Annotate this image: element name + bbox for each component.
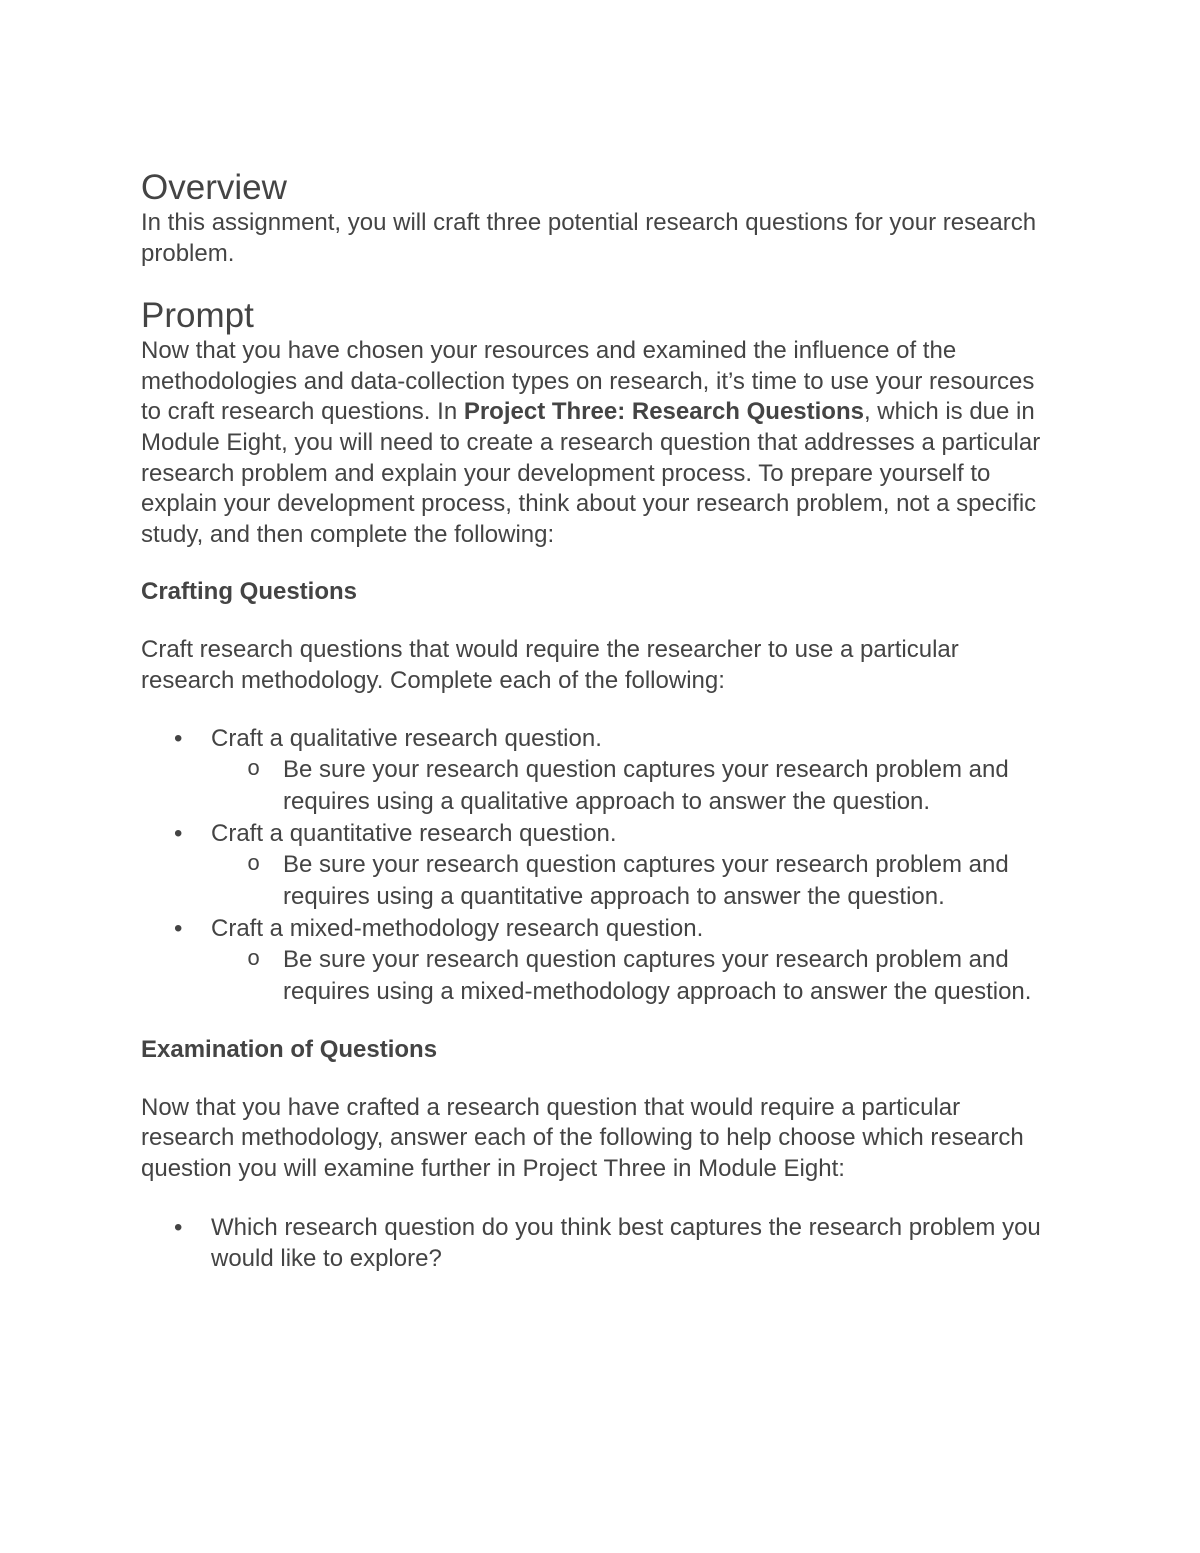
bullet-icon: •: [174, 725, 183, 753]
sub-list: [211, 849, 1056, 913]
list-item: [141, 723, 1056, 818]
sub-list-item: [211, 849, 1056, 913]
prompt-heading: Prompt: [141, 296, 254, 336]
sub-list: [211, 944, 1056, 1008]
prompt-text-after: , which is due in Module Eight, you will need to create a research question that addresses a particular research problem and explain your development process. To prepare yourself to explain your development process, think about your research problem, not a specific study, and then complete the following:: [141, 398, 1041, 548]
document-page: [141, 168, 1056, 1274]
examination-heading: Examination of Questions: [141, 1036, 438, 1064]
circle-bullet-icon: o: [247, 852, 261, 878]
circle-bullet-icon: o: [247, 947, 261, 973]
prompt-text-before: Now that you have chosen your resources and examined the influence of the methodologies and data-collection types on research, it’s time to use your resources to craft research questions. In: [141, 337, 1035, 426]
circle-bullet-icon: o: [247, 757, 261, 783]
sub-list-item: [211, 754, 1056, 818]
sub-list: [211, 754, 1056, 818]
prompt-project-title: Project Three: Research Questions: [463, 398, 864, 426]
list-item: [141, 1212, 1056, 1274]
sub-list-item-text: Be sure your research question captures your research problem and requires using a mixed-methodology approach to answer the question.: [283, 946, 1032, 1006]
prompt-text: [141, 336, 1056, 550]
crafting-list: [141, 723, 1056, 1008]
overview-heading: Overview: [141, 168, 287, 207]
list-item: [141, 818, 1056, 913]
sub-list-item-text: Be sure your research question captures your research problem and requires using a quantitative approach to answer the question.: [283, 851, 1009, 911]
list-item: [141, 913, 1056, 1008]
bullet-icon: •: [174, 820, 183, 848]
overview-text: In this assignment, you will craft three potential research questions for your research problem.: [141, 209, 1037, 267]
examination-intro: Now that you have crafted a research question that would require a particular research methodology, answer each of the following to help choose which research question you will examine further in Project Three in Module Eight:: [141, 1093, 1024, 1182]
bullet-icon: •: [174, 1213, 183, 1241]
list-item-label: Craft a qualitative research question.: [211, 725, 602, 753]
list-item-label: Craft a mixed-methodology research question.: [211, 915, 704, 943]
list-item-label: Which research question do you think best captures the research problem you would like to explore?: [211, 1213, 1041, 1272]
examination-list: [141, 1212, 1056, 1274]
list-item-label: Craft a quantitative research question.: [211, 820, 617, 848]
bullet-icon: •: [174, 915, 183, 943]
sub-list-item: [211, 944, 1056, 1008]
sub-list-item-text: Be sure your research question captures your research problem and requires using a qualitative approach to answer the question.: [283, 756, 1009, 816]
crafting-intro: Craft research questions that would require the researcher to use a particular research methodology. Complete each of the following:: [141, 635, 959, 694]
crafting-heading: Crafting Questions: [141, 578, 358, 606]
